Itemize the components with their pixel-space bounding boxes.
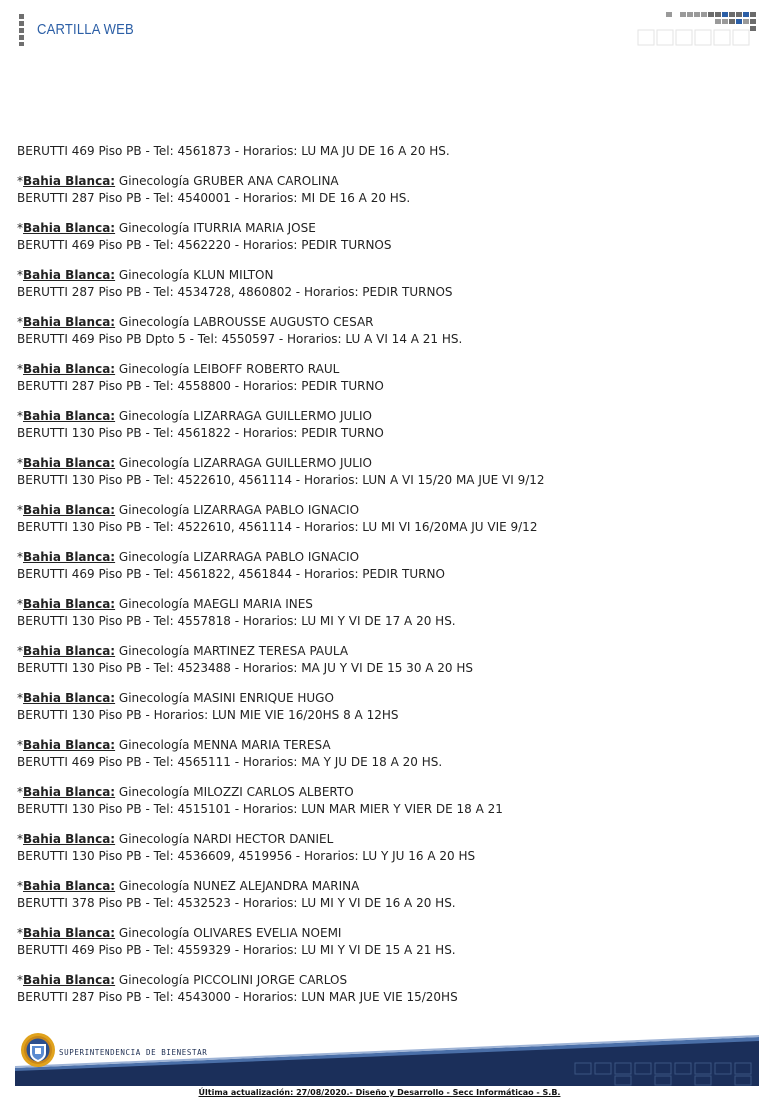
provider-entry <box>17 549 737 583</box>
entry-prefix: * <box>17 174 23 188</box>
specialty-label: Ginecología <box>115 315 194 329</box>
specialty-label: Ginecología <box>115 973 194 987</box>
provider-heading <box>17 267 737 284</box>
provider-entry <box>17 220 737 254</box>
provider-entry <box>17 878 737 912</box>
specialty-label: Ginecología <box>115 503 194 517</box>
provider-address: BERUTTI 130 Piso PB - Tel: 4557818 - Horarios: LU MI Y VI DE 17 A 20 HS. <box>17 614 456 628</box>
provider-entry <box>17 596 737 630</box>
provider-entry <box>17 972 737 1006</box>
provider-entry <box>17 143 737 160</box>
city-label: Bahia Blanca: <box>23 926 116 940</box>
provider-entry <box>17 784 737 818</box>
city-label: Bahia Blanca: <box>23 456 116 470</box>
provider-entry <box>17 502 737 536</box>
provider-address: BERUTTI 130 Piso PB - Tel: 4515101 - Horarios: LUN MAR MIER Y VIER DE 18 A 21 <box>17 802 503 816</box>
provider-address: BERUTTI 130 Piso PB - Tel: 4522610, 4561114 - Horarios: LUN A VI 15/20 MA JUE VI 9/12 <box>17 473 545 487</box>
specialty-label: Ginecología <box>115 597 194 611</box>
provider-entry <box>17 690 737 724</box>
doctor-name: LIZARRAGA PABLO IGNACIO <box>193 503 360 517</box>
provider-heading <box>17 173 737 190</box>
doctor-name: KLUN MILTON <box>193 268 274 282</box>
provider-heading <box>17 878 737 895</box>
doctor-name: ITURRIA MARIA JOSE <box>193 221 316 235</box>
entry-prefix: * <box>17 738 23 752</box>
specialty-label: Ginecología <box>115 456 194 470</box>
doctor-name: LIZARRAGA GUILLERMO JULIO <box>193 409 372 423</box>
provider-entry <box>17 455 737 489</box>
provider-address: BERUTTI 287 Piso PB - Tel: 4543000 - Horarios: LUN MAR JUE VIE 15/20HS <box>17 990 458 1004</box>
provider-list <box>17 143 737 1019</box>
doctor-name: LIZARRAGA GUILLERMO JULIO <box>193 456 372 470</box>
city-label: Bahia Blanca: <box>23 644 116 658</box>
provider-address: BERUTTI 378 Piso PB - Tel: 4532523 - Horarios: LU MI Y VI DE 16 A 20 HS. <box>17 896 456 910</box>
provider-address: BERUTTI 130 Piso PB - Tel: 4536609, 4519956 - Horarios: LU Y JU 16 A 20 HS <box>17 849 476 863</box>
city-label: Bahia Blanca: <box>23 691 116 705</box>
entry-prefix: * <box>17 315 23 329</box>
doctor-name: MAEGLI MARIA INES <box>193 597 313 611</box>
provider-entry <box>17 925 737 959</box>
provider-heading <box>17 925 737 942</box>
provider-address: BERUTTI 469 Piso PB - Tel: 4559329 - Horarios: LU MI Y VI DE 15 A 21 HS. <box>17 943 456 957</box>
entry-prefix: * <box>17 644 23 658</box>
entry-prefix: * <box>17 550 23 564</box>
specialty-label: Ginecología <box>115 268 194 282</box>
specialty-label: Ginecología <box>115 550 194 564</box>
entry-prefix: * <box>17 597 23 611</box>
entry-prefix: * <box>17 926 23 940</box>
provider-address: BERUTTI 469 Piso PB - Tel: 4561873 - Horarios: LU MA JU DE 16 A 20 HS. <box>17 144 450 158</box>
provider-heading <box>17 549 737 566</box>
entry-prefix: * <box>17 409 23 423</box>
city-label: Bahia Blanca: <box>23 597 116 611</box>
provider-address: BERUTTI 130 Piso PB - Horarios: LUN MIE VIE 16/20HS 8 A 12HS <box>17 708 399 722</box>
provider-heading <box>17 314 737 331</box>
provider-entry <box>17 173 737 207</box>
doctor-name: MARTINEZ TERESA PAULA <box>193 644 349 658</box>
provider-address: BERUTTI 287 Piso PB - Tel: 4534728, 4860802 - Horarios: PEDIR TURNOS <box>17 285 453 299</box>
provider-address: BERUTTI 130 Piso PB - Tel: 4523488 - Horarios: MA JU Y VI DE 15 30 A 20 HS <box>17 661 474 675</box>
doctor-name: LABROUSSE AUGUSTO CESAR <box>193 315 374 329</box>
last-update-text: Última actualización: 27/08/2020.- Diseño y Desarrollo - Secc Informáticao - S.B. <box>198 1088 561 1097</box>
entry-prefix: * <box>17 973 23 987</box>
provider-entry <box>17 267 737 301</box>
city-label: Bahia Blanca: <box>23 268 116 282</box>
specialty-label: Ginecología <box>115 409 194 423</box>
provider-heading <box>17 361 737 378</box>
doctor-name: MILOZZI CARLOS ALBERTO <box>193 785 354 799</box>
institution-seal-icon <box>20 1032 56 1068</box>
provider-address: BERUTTI 469 Piso PB - Tel: 4565111 - Horarios: MA Y JU DE 18 A 20 HS. <box>17 755 443 769</box>
doctor-name: NUNEZ ALEJANDRA MARINA <box>193 879 360 893</box>
provider-entry <box>17 314 737 348</box>
entry-prefix: * <box>17 503 23 517</box>
city-label: Bahia Blanca: <box>23 503 116 517</box>
provider-entry <box>17 737 737 771</box>
header-grid-decoration <box>636 12 758 48</box>
specialty-label: Ginecología <box>115 362 194 376</box>
provider-heading <box>17 972 737 989</box>
doctor-name: LEIBOFF ROBERTO RAUL <box>193 362 340 376</box>
header-accent-bar <box>19 14 24 46</box>
provider-entry <box>17 831 737 865</box>
provider-address: BERUTTI 469 Piso PB - Tel: 4562220 - Horarios: PEDIR TURNOS <box>17 238 392 252</box>
provider-heading <box>17 455 737 472</box>
organization-name: SUPERINTENDENCIA DE BIENESTAR <box>59 1048 208 1057</box>
specialty-label: Ginecología <box>115 221 194 235</box>
specialty-label: Ginecología <box>115 644 194 658</box>
entry-prefix: * <box>17 832 23 846</box>
entry-prefix: * <box>17 362 23 376</box>
specialty-label: Ginecología <box>115 738 194 752</box>
page-title: CARTILLA WEB <box>37 22 134 38</box>
provider-address: BERUTTI 469 Piso PB - Tel: 4561822, 4561844 - Horarios: PEDIR TURNO <box>17 567 445 581</box>
city-label: Bahia Blanca: <box>23 785 116 799</box>
provider-heading <box>17 408 737 425</box>
city-label: Bahia Blanca: <box>23 362 116 376</box>
provider-heading <box>17 502 737 519</box>
city-label: Bahia Blanca: <box>23 550 116 564</box>
provider-heading <box>17 596 737 613</box>
city-label: Bahia Blanca: <box>23 174 116 188</box>
provider-address: BERUTTI 130 Piso PB - Tel: 4522610, 4561114 - Horarios: LU MI VI 16/20MA JU VIE 9/12 <box>17 520 538 534</box>
doctor-name: OLIVARES EVELIA NOEMI <box>193 926 342 940</box>
specialty-label: Ginecología <box>115 926 194 940</box>
provider-entry <box>17 408 737 442</box>
city-label: Bahia Blanca: <box>23 221 116 235</box>
provider-heading <box>17 220 737 237</box>
specialty-label: Ginecología <box>115 832 194 846</box>
entry-prefix: * <box>17 691 23 705</box>
entry-prefix: * <box>17 221 23 235</box>
doctor-name: LIZARRAGA PABLO IGNACIO <box>193 550 360 564</box>
provider-address: BERUTTI 287 Piso PB - Tel: 4540001 - Horarios: MI DE 16 A 20 HS. <box>17 191 411 205</box>
doctor-name: GRUBER ANA CAROLINA <box>193 174 339 188</box>
entry-prefix: * <box>17 785 23 799</box>
city-label: Bahia Blanca: <box>23 409 116 423</box>
provider-entry <box>17 643 737 677</box>
provider-heading <box>17 643 737 660</box>
specialty-label: Ginecología <box>115 174 194 188</box>
entry-prefix: * <box>17 879 23 893</box>
doctor-name: MENNA MARIA TERESA <box>193 738 331 752</box>
provider-address: BERUTTI 469 Piso PB Dpto 5 - Tel: 4550597 - Horarios: LU A VI 14 A 21 HS. <box>17 332 463 346</box>
entry-prefix: * <box>17 456 23 470</box>
specialty-label: Ginecología <box>115 879 194 893</box>
doctor-name: NARDI HECTOR DANIEL <box>193 832 334 846</box>
city-label: Bahia Blanca: <box>23 973 116 987</box>
city-label: Bahia Blanca: <box>23 738 116 752</box>
specialty-label: Ginecología <box>115 691 194 705</box>
footer-banner <box>15 1030 759 1086</box>
provider-address: BERUTTI 287 Piso PB - Tel: 4558800 - Horarios: PEDIR TURNO <box>17 379 384 393</box>
provider-heading <box>17 784 737 801</box>
city-label: Bahia Blanca: <box>23 315 116 329</box>
provider-address: BERUTTI 130 Piso PB - Tel: 4561822 - Horarios: PEDIR TURNO <box>17 426 384 440</box>
provider-entry <box>17 361 737 395</box>
entry-prefix: * <box>17 268 23 282</box>
doctor-name: MASINI ENRIQUE HUGO <box>193 691 334 705</box>
doctor-name: PICCOLINI JORGE CARLOS <box>193 973 348 987</box>
provider-heading <box>17 831 737 848</box>
city-label: Bahia Blanca: <box>23 879 116 893</box>
city-label: Bahia Blanca: <box>23 832 116 846</box>
specialty-label: Ginecología <box>115 785 194 799</box>
provider-heading <box>17 690 737 707</box>
provider-heading <box>17 737 737 754</box>
